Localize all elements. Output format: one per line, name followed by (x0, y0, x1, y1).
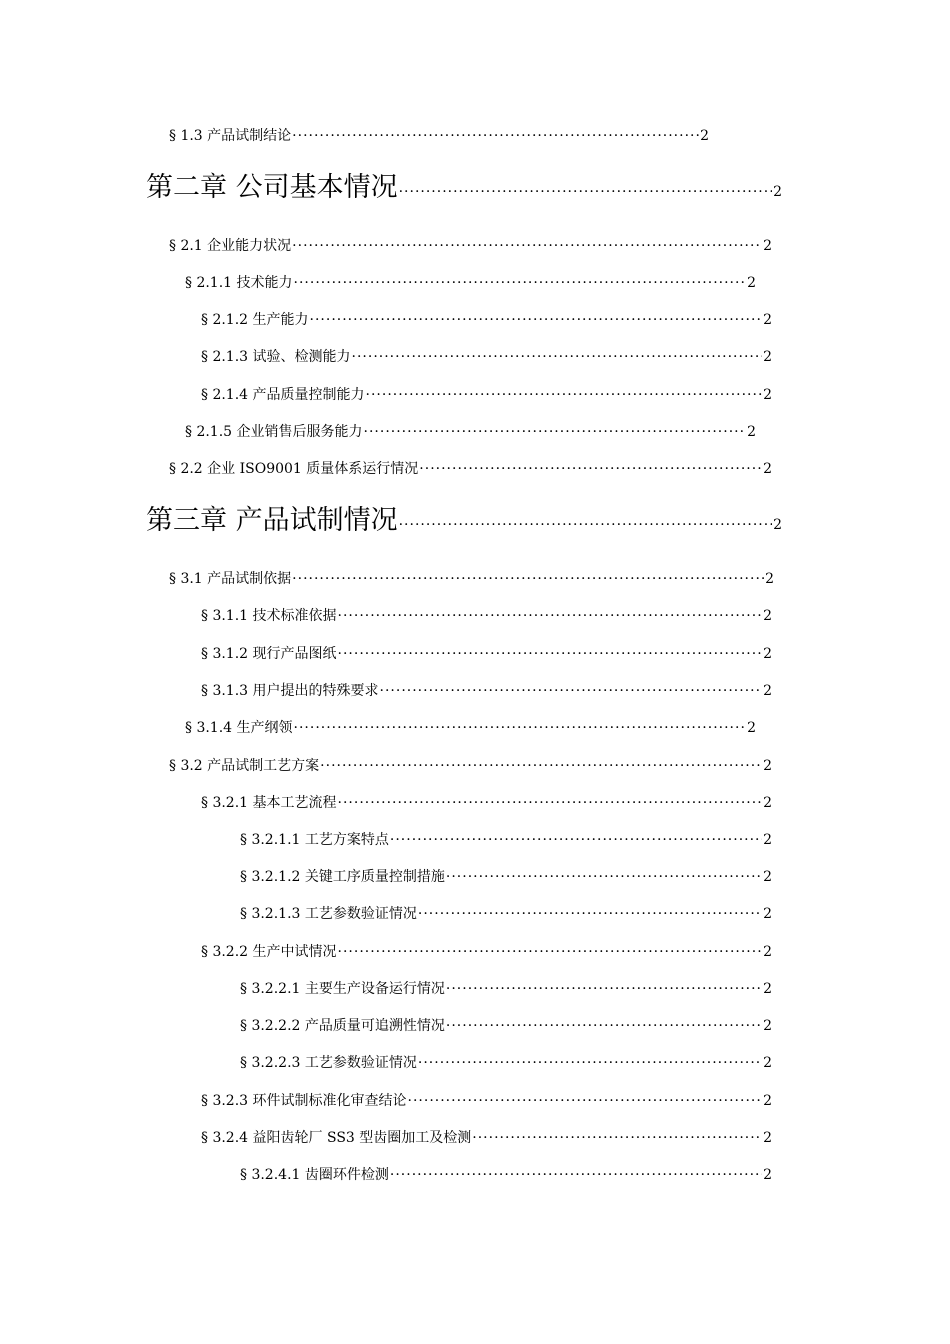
dot-leader (399, 507, 772, 539)
toc-entry (169, 459, 772, 479)
toc-page-number: 2 (763, 944, 772, 960)
toc-page-number: 2 (747, 720, 756, 736)
toc-entry (169, 236, 772, 256)
dot-leader (366, 385, 763, 405)
dot-leader (419, 459, 762, 479)
toc-page-number: 2 (763, 795, 772, 811)
toc-entry-label: § 3.1.2 现行产品图纸 (201, 646, 337, 662)
toc-entry (201, 681, 772, 701)
toc-page-number: 2 (763, 646, 772, 662)
toc-page-number: 2 (763, 387, 772, 403)
dot-leader (380, 681, 763, 701)
dot-leader (472, 1128, 762, 1148)
toc-page-number: 2 (763, 981, 772, 997)
toc-page-number: 2 (773, 184, 782, 200)
toc-entry-label: § 2.2 企业 ISO9001 质量体系运行情况 (169, 461, 419, 477)
toc-entry-label: § 3.2 产品试制工艺方案 (169, 758, 320, 774)
toc-entry (185, 422, 756, 442)
toc-entry-label: 第三章 产品试制情况 (146, 505, 398, 536)
toc-entry-label: § 3.2.2.3 工艺参数验证情况 (240, 1055, 417, 1071)
toc-entry (201, 644, 772, 664)
toc-entry-label: § 2.1.3 试验、检测能力 (201, 349, 351, 365)
toc-entry (240, 979, 772, 999)
toc-entry-label: § 2.1.4 产品质量控制能力 (201, 387, 365, 403)
toc-entry (169, 756, 772, 776)
toc-entry (201, 606, 772, 626)
dot-leader (292, 126, 699, 146)
toc-entry-label: § 3.2.2 生产中试情况 (201, 944, 337, 960)
dot-leader (390, 1165, 762, 1185)
toc-page-number: 2 (763, 1093, 772, 1109)
toc-page-number: 2 (763, 1167, 772, 1183)
toc-entry (169, 126, 709, 146)
dot-leader (338, 942, 763, 962)
dot-leader (418, 1053, 762, 1073)
dot-leader (399, 174, 772, 206)
dot-leader (446, 1016, 762, 1036)
toc-entry-label: § 3.1.3 用户提出的特殊要求 (201, 683, 379, 699)
toc-entry-label: § 3.1.1 技术标准依据 (201, 608, 337, 624)
toc-page-number: 2 (700, 128, 709, 144)
dot-leader (294, 273, 747, 293)
toc-entry-label: § 3.2.1 基本工艺流程 (201, 795, 337, 811)
dot-leader (338, 793, 763, 813)
toc-entry (201, 1128, 772, 1148)
dot-leader (408, 1091, 763, 1111)
toc-page-number: 2 (763, 1130, 772, 1146)
toc-page-number: 2 (763, 758, 772, 774)
dot-leader (352, 347, 763, 367)
toc-page-number: 2 (763, 312, 772, 328)
toc-page-number: 2 (763, 1055, 772, 1071)
toc-page-number: 2 (763, 869, 772, 885)
toc-entry (201, 1091, 772, 1111)
toc-entry-label: § 3.1.4 生产纲领 (185, 720, 293, 736)
toc-page-number: 2 (763, 1018, 772, 1034)
toc-entry (240, 867, 772, 887)
toc-entry-label: § 2.1.1 技术能力 (185, 275, 293, 291)
dot-leader (364, 422, 747, 442)
toc-entry-label: § 3.2.2.1 主要生产设备运行情况 (240, 981, 445, 997)
dot-leader (338, 644, 763, 664)
dot-leader (294, 718, 747, 738)
toc-entry (240, 1053, 772, 1073)
dot-leader (292, 569, 764, 589)
toc-entry (240, 1016, 772, 1036)
toc-page-number: 2 (763, 683, 772, 699)
toc-entry-label: § 2.1 企业能力状况 (169, 238, 292, 254)
toc-page-number: 2 (763, 461, 772, 477)
toc-page-number: 2 (763, 832, 772, 848)
toc-entry (201, 385, 772, 405)
dot-leader (446, 867, 762, 887)
toc-entry (240, 1165, 772, 1185)
toc-page-number: 2 (747, 275, 756, 291)
dot-leader (390, 830, 762, 850)
toc-entry (240, 904, 772, 924)
toc-entry-label: 第二章 公司基本情况 (146, 172, 398, 203)
toc-entry (201, 942, 772, 962)
toc-entry (201, 793, 772, 813)
toc-entry-label: § 3.2.4 益阳齿轮厂 SS3 型齿圈加工及检测 (201, 1130, 472, 1146)
toc-entry (169, 569, 774, 589)
toc-entry (185, 273, 756, 293)
toc-page-number: 2 (763, 608, 772, 624)
toc-page-number: 2 (763, 349, 772, 365)
toc-entry (201, 347, 772, 367)
toc-entry-label: § 3.2.4.1 齿圈环件检测 (240, 1167, 389, 1183)
toc-chapter-entry (146, 170, 782, 206)
toc-entry-label: § 3.1 产品试制依据 (169, 571, 292, 587)
toc-entry-label: § 2.1.2 生产能力 (201, 312, 309, 328)
dot-leader (338, 606, 763, 626)
toc-page-number: 2 (765, 571, 774, 587)
toc-entry-label: § 3.2.1.2 关键工序质量控制措施 (240, 869, 445, 885)
dot-leader (310, 310, 763, 330)
toc-chapter-entry (146, 503, 782, 539)
toc-entry (201, 310, 772, 330)
toc-entry-label: § 3.2.2.2 产品质量可追溯性情况 (240, 1018, 445, 1034)
toc-entry-label: § 3.2.1.3 工艺参数验证情况 (240, 906, 417, 922)
toc-page-number: 2 (747, 424, 756, 440)
toc-entry-label: § 3.2.3 环件试制标准化审查结论 (201, 1093, 407, 1109)
toc-entry (185, 718, 756, 738)
dot-leader (320, 756, 762, 776)
toc-entry-label: § 2.1.5 企业销售后服务能力 (185, 424, 363, 440)
toc-entry-label: § 3.2.1.1 工艺方案特点 (240, 832, 389, 848)
dot-leader (418, 904, 762, 924)
dot-leader (292, 236, 762, 256)
toc-page-number: 2 (763, 906, 772, 922)
toc-page-number: 2 (773, 517, 782, 533)
toc-page-number: 2 (763, 238, 772, 254)
dot-leader (446, 979, 762, 999)
toc-entry (240, 830, 772, 850)
toc-entry-label: § 1.3 产品试制结论 (169, 128, 292, 144)
